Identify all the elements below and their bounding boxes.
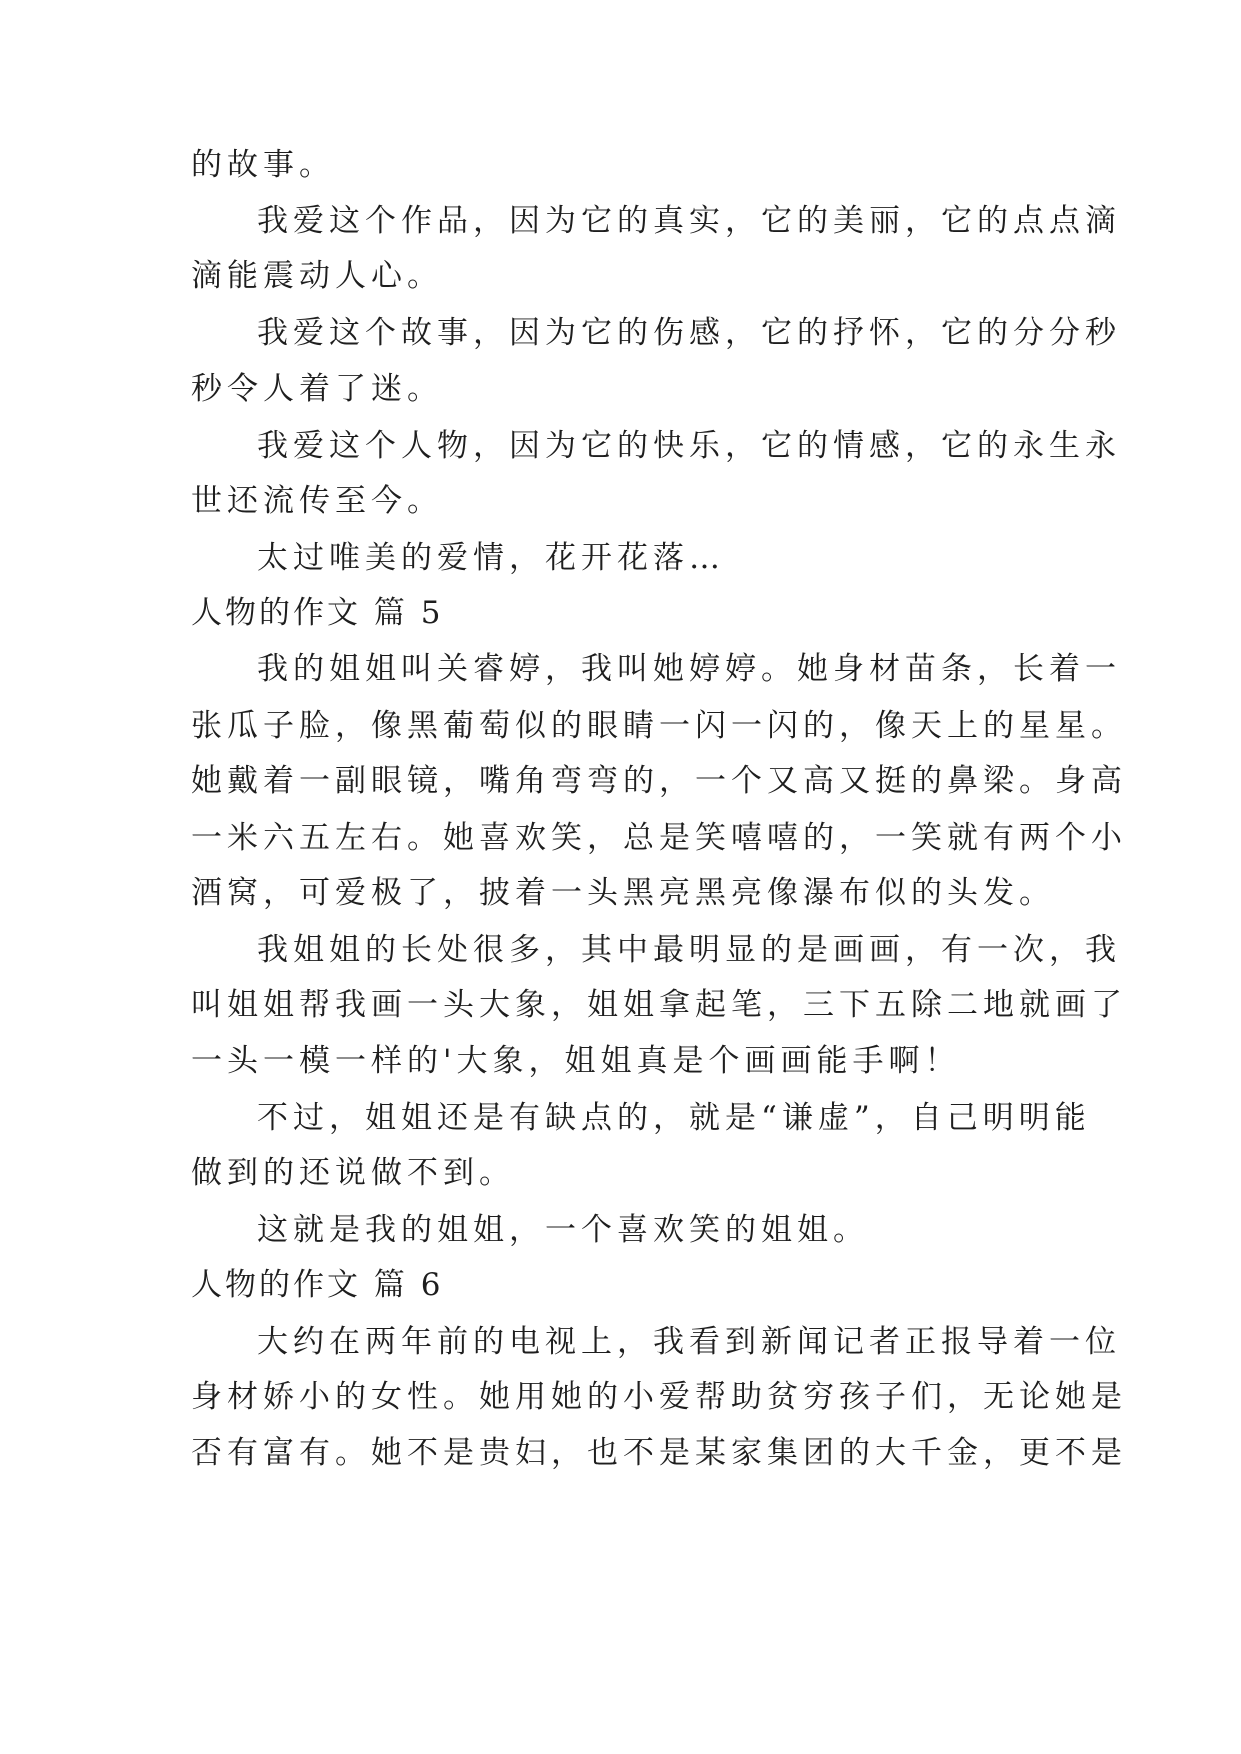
paragraph-line: 我爱这个人物，因为它的快乐，它的情感，它的永生永 bbox=[257, 428, 1121, 464]
paragraph-line: 滴能震动人心。 bbox=[191, 258, 443, 294]
paragraph-line: 做到的还说做不到。 bbox=[191, 1155, 515, 1191]
paragraph-line: 否有富有。她不是贵妇，也不是某家集团的大千金，更不是 bbox=[191, 1435, 1127, 1471]
paragraph-line: 秒令人着了迷。 bbox=[191, 371, 443, 407]
paragraph-line: 我的姐姐叫关睿婷，我叫她婷婷。她身材苗条，长着一 bbox=[257, 651, 1121, 687]
paragraph-line: 不过，姐姐还是有缺点的，就是“谦虚”，自己明明能 bbox=[257, 1100, 1091, 1136]
paragraph-line: 我爱这个作品，因为它的真实，它的美丽，它的点点滴 bbox=[257, 203, 1121, 239]
paragraph-line: 张瓜子脸，像黑葡萄似的眼睛一闪一闪的，像天上的星星。 bbox=[191, 708, 1127, 744]
paragraph-line: 太过唯美的爱情，花开花落… bbox=[257, 540, 725, 576]
section-heading: 人物的作文 篇 5 bbox=[191, 595, 444, 631]
section-heading: 人物的作文 篇 6 bbox=[191, 1267, 444, 1303]
paragraph-line: 一米六五左右。她喜欢笑，总是笑嘻嘻的，一笑就有两个小 bbox=[191, 820, 1127, 856]
paragraph-line: 的故事。 bbox=[191, 147, 335, 183]
paragraph-line: 世还流传至今。 bbox=[191, 483, 443, 519]
paragraph-line: 一头一模一样的'大象，姐姐真是个画画能手啊！ bbox=[191, 1043, 961, 1079]
paragraph-line: 叫姐姐帮我画一头大象，姐姐拿起笔，三下五除二地就画了 bbox=[191, 987, 1127, 1023]
paragraph-line: 身材娇小的女性。她用她的小爱帮助贫穷孩子们，无论她是 bbox=[191, 1379, 1127, 1415]
paragraph-line: 她戴着一副眼镜，嘴角弯弯的，一个又高又挺的鼻梁。身高 bbox=[191, 763, 1127, 799]
paragraph-line: 酒窝，可爱极了，披着一头黑亮黑亮像瀑布似的头发。 bbox=[191, 875, 1055, 911]
paragraph-line: 大约在两年前的电视上，我看到新闻记者正报导着一位 bbox=[257, 1324, 1121, 1360]
paragraph-line: 这就是我的姐姐，一个喜欢笑的姐姐。 bbox=[257, 1212, 869, 1248]
paragraph-line: 我姐姐的长处很多，其中最明显的是画画，有一次，我 bbox=[257, 932, 1121, 968]
paragraph-line: 我爱这个故事，因为它的伤感，它的抒怀，它的分分秒 bbox=[257, 315, 1121, 351]
